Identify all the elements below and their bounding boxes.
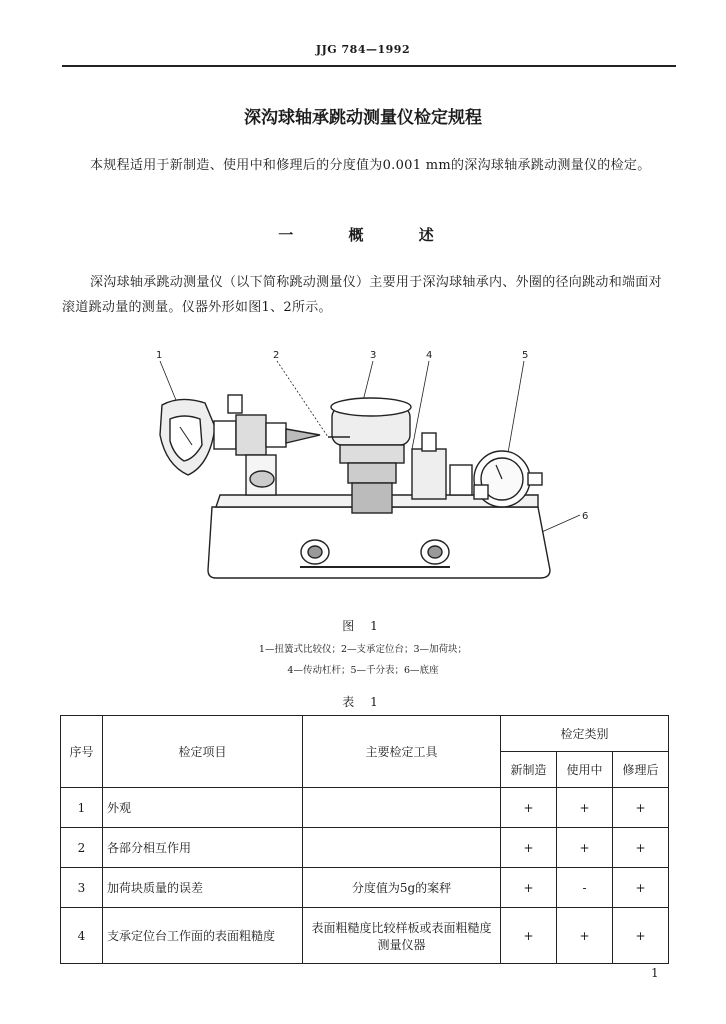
lever-and-dial-indicator (412, 433, 542, 507)
cell-repaired: + (613, 908, 669, 964)
cell-item: 支承定位台工作面的表面粗糙度 (103, 908, 303, 964)
cell-tool: 分度值为5g的案秤 (303, 868, 501, 908)
cell-in-use: + (557, 788, 613, 828)
cell-repaired: + (613, 788, 669, 828)
cell-tool (303, 828, 501, 868)
table-label: 表 1 (342, 695, 384, 709)
header-item: 检定项目 (103, 716, 303, 788)
cell-seq: 3 (61, 868, 103, 908)
header-new: 新制造 (501, 752, 557, 788)
cell-seq: 1 (61, 788, 103, 828)
callout-4: 4 (426, 350, 433, 361)
document-code-header: JJG 784—1992 (315, 43, 411, 56)
overview-paragraph: 深沟球轴承跳动测量仪（以下简称跳动测量仪）主要用于深沟球轴承内、外圈的径向跳动和端面对滚道跳动量的测量。仪器外形如图1、2所示。 (62, 275, 662, 315)
cell-tool: 表面粗糙度比较样板或表面粗糙度测量仪器 (303, 908, 501, 964)
table-row (61, 908, 669, 964)
header-tool: 主要检定工具 (303, 716, 501, 788)
header-in-use: 使用中 (557, 752, 613, 788)
cell-item: 各部分相互作用 (103, 828, 303, 868)
cell-item: 外观 (103, 788, 303, 828)
cell-seq: 4 (61, 908, 103, 964)
cell-new: + (501, 868, 557, 908)
callout-2: 2 (273, 350, 280, 361)
instrument-figure (150, 345, 610, 590)
document-title: 深沟球轴承跳动测量仪检定规程 (244, 108, 482, 128)
table-row (61, 788, 669, 828)
intro-paragraph: 本规程适用于新制造、使用中和修理后的分度值为0.001 mm的深沟球轴承跳动测量仪的检定。 (90, 158, 651, 173)
table-row (61, 868, 669, 908)
cell-tool (303, 788, 501, 828)
cell-new: + (501, 828, 557, 868)
cell-new: + (501, 908, 557, 964)
callout-1: 1 (156, 350, 163, 361)
cell-repaired: + (613, 868, 669, 908)
cell-in-use: + (557, 828, 613, 868)
torsion-spring-comparator (160, 395, 320, 495)
callout-6: 6 (582, 511, 589, 522)
header-rule (62, 65, 676, 67)
cell-item: 加荷块质量的误差 (103, 868, 303, 908)
header-seq: 序号 (61, 716, 103, 788)
cell-in-use: - (557, 868, 613, 908)
callout-3: 3 (370, 350, 377, 361)
figure-caption-line-2: 4—传动杠杆；5—千分表；6—底座 (287, 665, 439, 676)
section-heading: 一 概 述 (278, 226, 448, 244)
cell-repaired: + (613, 828, 669, 868)
header-category: 检定类别 (501, 716, 669, 752)
page-number: 1 (651, 966, 659, 980)
verification-items-table (60, 715, 669, 964)
cell-seq: 2 (61, 828, 103, 868)
cell-in-use: + (557, 908, 613, 964)
figure-label: 图 1 (342, 619, 384, 633)
figure-caption-line-1: 1—扭簧式比较仪；2—支承定位台；3—加荷块； (258, 644, 468, 655)
table-row (61, 828, 669, 868)
cell-new: + (501, 788, 557, 828)
callout-5: 5 (522, 350, 529, 361)
header-repaired: 修理后 (613, 752, 669, 788)
